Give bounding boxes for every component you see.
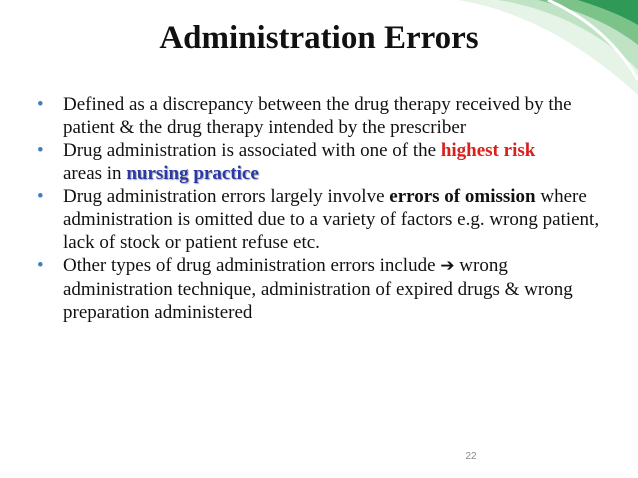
bullet-text: Defined as a discrepancy between the drug therapy received by the patient & the drug therapy intended by the prescriber (63, 94, 572, 138)
bullet-list (37, 93, 612, 324)
bullet-marker: • (37, 140, 44, 161)
highlight-errors-of-omission: errors of omission (389, 186, 536, 207)
bullet-item-definition (37, 93, 612, 139)
bullet-item-other-types (37, 254, 612, 324)
bullet-item-omission (37, 185, 612, 254)
bullet-item-risk (37, 139, 612, 185)
bullet-marker: • (37, 94, 44, 115)
bullet-text: Drug administration errors largely involve (63, 186, 390, 207)
bullet-text: Drug administration is associated with one of the (63, 140, 441, 161)
highlight-highest-risk: highest risk (440, 140, 536, 161)
bullet-marker: • (37, 186, 44, 207)
bullet-text: areas in (63, 163, 127, 184)
highlight-nursing-practice: nursing practice (126, 163, 259, 184)
page-title: Administration Errors (159, 20, 479, 56)
bullet-text: where administration is omitted due to a variety of factors e.g. wrong patient, lack of stock or patient refuse etc. (63, 186, 600, 253)
bullet-text: Other types of drug administration errors include (63, 255, 441, 276)
bullet-text: wrong administration technique, administration of expired drugs & wrong preparation administered (63, 255, 573, 323)
page-number: 22 (465, 451, 477, 462)
bullet-marker: • (37, 255, 44, 276)
arrow-right-icon: ➔ (440, 256, 455, 276)
